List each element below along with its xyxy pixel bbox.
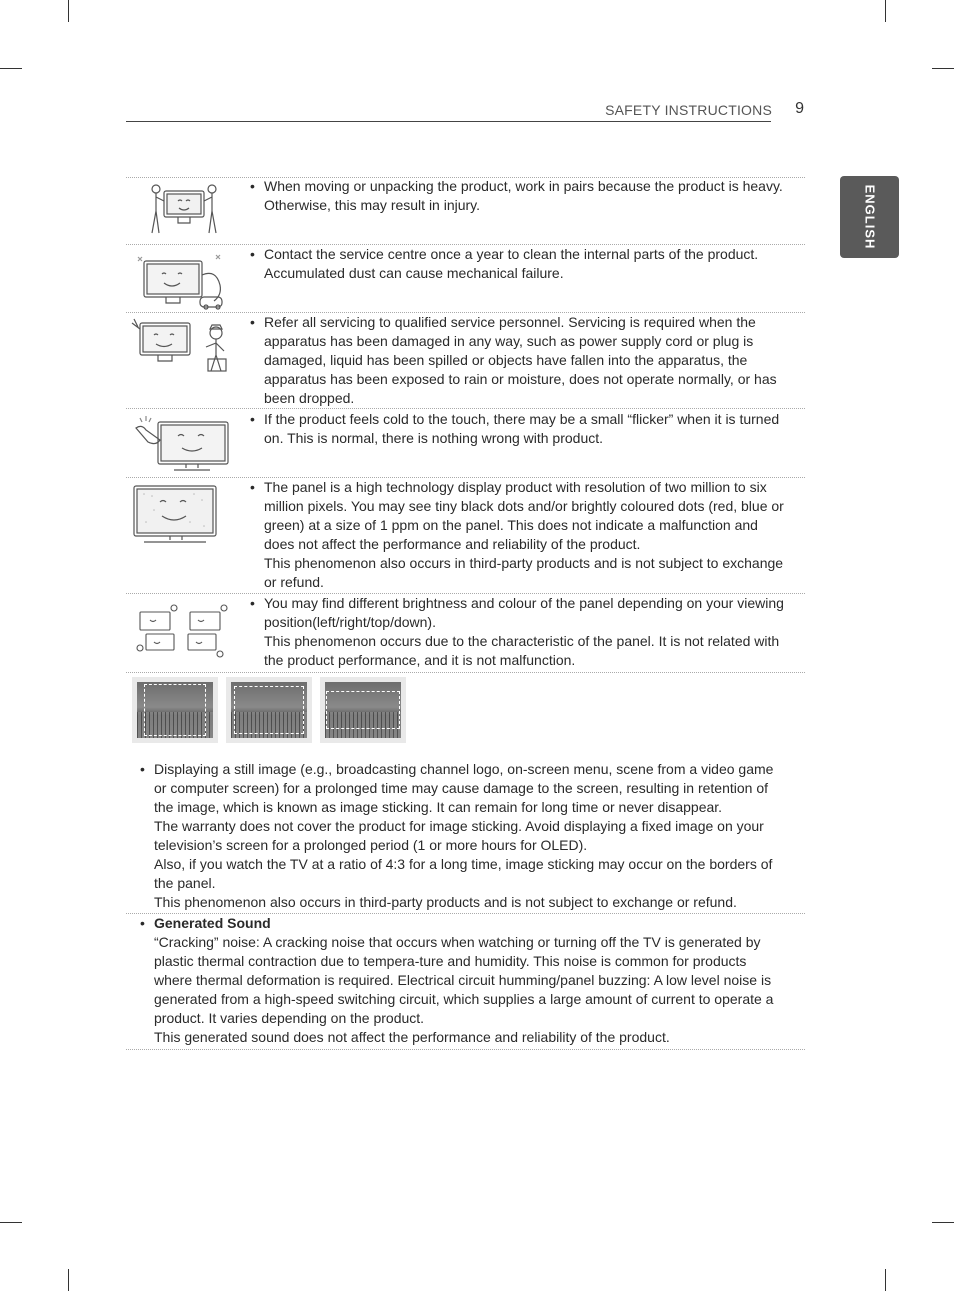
bullet-text: The panel is a high technology display product with resolution of two million to six million pixels. You may see tiny black dots and/or brightly coloured dots (red, blue or green) at a size of 1 ppm on the panel. This does not indicate a malfunction and does not affect the performance and reliability of the product. xyxy=(264,479,784,552)
crop-mark xyxy=(68,1269,69,1291)
frame-border xyxy=(234,686,304,734)
hand-touching-tv-icon xyxy=(130,414,234,476)
bullet-item xyxy=(248,410,788,448)
bullet-dot: • xyxy=(250,595,255,611)
bullet-text: Otherwise, this may result in injury. xyxy=(264,197,481,213)
safety-row xyxy=(126,313,806,408)
crop-mark xyxy=(885,1269,886,1291)
tv-viewing-angles-icon xyxy=(130,598,234,660)
header-rule xyxy=(126,121,771,122)
tv-with-vacuum-cleaner-icon xyxy=(130,249,234,311)
bullet-item xyxy=(248,313,788,408)
bullet-dot: • xyxy=(250,314,255,330)
frame-border xyxy=(326,691,400,729)
bullet-dot: • xyxy=(250,479,255,495)
image-sticking-thumbnail-full xyxy=(226,677,312,743)
bullet-text: If the product feels cold to the touch, there may be a small “flicker” when it is turned on. This is normal, there is nothing wrong with product. xyxy=(264,411,780,446)
section-title: SAFETY INSTRUCTIONS xyxy=(605,102,772,118)
frame-border xyxy=(144,684,206,736)
bullet-text: Also, if you watch the TV at a ratio of 4:3 for a long time, image sticking may occur on the borders of the panel. xyxy=(154,856,773,891)
image-sticking-thumbnail-4-3 xyxy=(132,677,218,743)
bullet-text: This phenomenon also occurs in third-party products and is not subject to exchange or refund. xyxy=(264,555,784,590)
bullet-text: You may find different brightness and colour of the panel depending on your viewing position(left/right/top/down). xyxy=(264,595,784,630)
crop-mark xyxy=(932,1222,954,1223)
bullet-text: When moving or unpacking the product, work in pairs because the product is heavy. xyxy=(264,178,783,194)
bullet-text: Contact the service centre once a year to clean the internal parts of the product. Accumulated dust can cause mechanical failure. xyxy=(264,246,759,281)
safety-row xyxy=(126,594,806,672)
bullet-text: “Cracking” noise: A cracking noise that occurs when watching or turning off the TV is generated by plastic thermal contraction due to tempera-ture and humidity. This noise is common for products where thermal deformation is required. Electrical circuit humming/panel buzzing: A low level noise is generated from a high-speed switching circuit, which supplies a large amount of current to operate a product. It varies depending on the product. xyxy=(154,934,774,1026)
page-number: 9 xyxy=(795,100,804,117)
bullet-dot: • xyxy=(250,411,255,427)
bullet-item xyxy=(248,245,788,283)
page-header xyxy=(126,100,806,122)
tv-panel-with-dots-icon xyxy=(130,482,234,544)
crop-mark xyxy=(0,1222,22,1223)
image-sticking-thumbnail-letterbox xyxy=(320,677,406,743)
divider xyxy=(126,1049,805,1050)
two-people-carrying-tv-icon xyxy=(130,181,234,243)
image-sticking-section xyxy=(138,760,788,912)
generated-sound-section xyxy=(138,914,788,1047)
bullet-text: This phenomenon also occurs in third-party products and is not subject to exchange or refund. xyxy=(154,894,737,910)
bullet-text: Refer all servicing to qualified service personnel. Servicing is required when the apparatus has been damaged in any way, such as power supply cord or plug is damaged, liquid has been spilled or objects have fallen into the apparatus, the apparatus has been exposed to rain or moisture, does not operate normally, or has been dropped. xyxy=(264,314,777,406)
bullet-dot: • xyxy=(250,246,255,262)
bullet-dot: • xyxy=(250,178,255,194)
tv-with-service-technician-icon xyxy=(130,317,234,379)
section-heading: Generated Sound xyxy=(154,915,271,931)
language-tab-label: ENGLISH xyxy=(862,184,877,250)
bullet-item xyxy=(138,760,788,912)
bullet-item xyxy=(248,177,788,215)
safety-row xyxy=(126,478,806,593)
bullet-item xyxy=(138,914,788,1047)
divider xyxy=(126,408,805,409)
crop-mark xyxy=(932,68,954,69)
crop-mark xyxy=(885,0,886,22)
bullet-dot: • xyxy=(140,915,145,931)
bullet-text: This generated sound does not affect the performance and reliability of the product. xyxy=(154,1029,670,1045)
divider xyxy=(126,672,805,673)
bullet-item xyxy=(248,478,788,592)
safety-row xyxy=(126,245,806,312)
crop-mark xyxy=(68,0,69,22)
safety-row xyxy=(126,410,806,477)
bullet-text: This phenomenon occurs due to the characteristic of the panel. It is not related with the product performance, and it is not malfunction. xyxy=(264,633,780,668)
bullet-text: Displaying a still image (e.g., broadcasting channel logo, on-screen menu, scene from a video game or computer screen) for a prolonged time may cause damage to the screen, resulting in retention of the image, which is known as image sticking. It can remain for long time or never disappear. xyxy=(154,761,774,815)
bullet-item xyxy=(248,594,788,670)
safety-row xyxy=(126,177,806,244)
crop-mark xyxy=(0,68,22,69)
bullet-dot: • xyxy=(140,761,145,777)
bullet-text: The warranty does not cover the product for image sticking. Avoid displaying a fixed image on your television’s screen for a prolonged period (1 or more hours for OLED). xyxy=(154,818,764,853)
language-tab xyxy=(840,176,899,258)
